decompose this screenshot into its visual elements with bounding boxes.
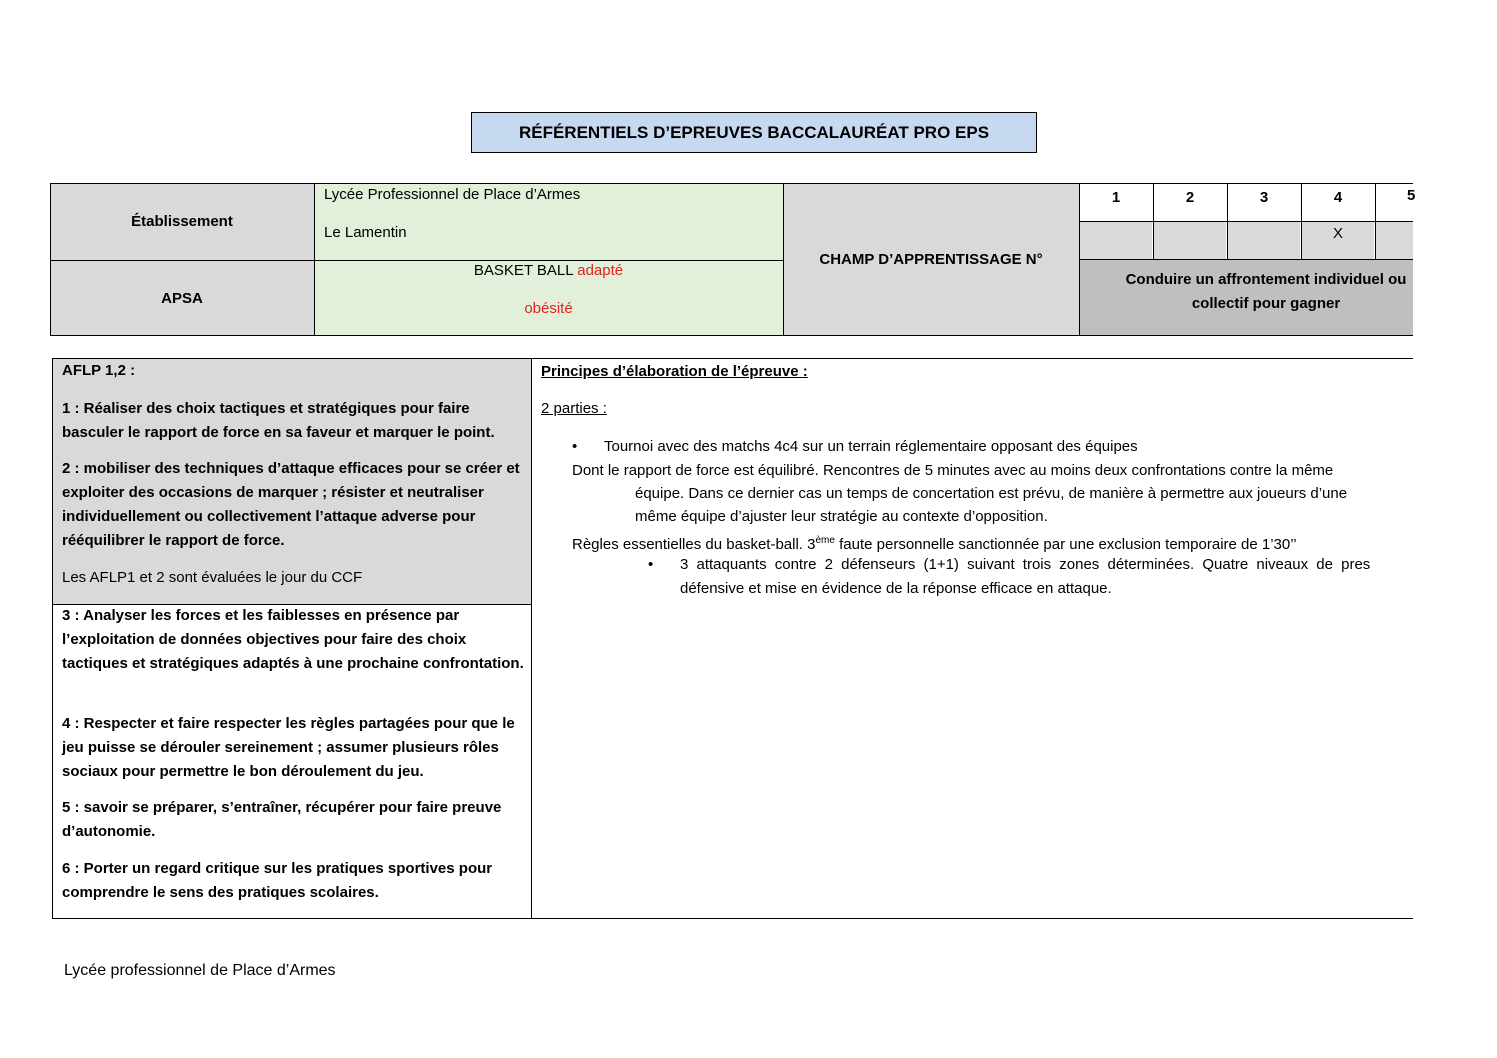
rules-superscript: ème <box>815 535 835 546</box>
aflp-heading: AFLP 1,2 : <box>62 362 136 379</box>
principes-line-3: équipe. Dans ce dernier cas un temps de concertation est prévu, de manière à permettre aux joueurs d’une <box>635 485 1348 502</box>
bullet-1-text: Tournoi avec des matchs 4c4 sur un terrain réglementaire opposant des équipes <box>604 438 1138 455</box>
aflp-item-5: 5 : savoir se préparer, s’entraîner, récupérer pour faire preuve d’autonomie. <box>62 799 502 840</box>
apsa-adapted: adapté <box>577 262 624 279</box>
aflp-item-2: 2 : mobiliser des techniques d’attaque efficaces pour se créer et exploiter des occasions de marquer ; résister et neutraliser individuellement ou collectivement l’attaque adverse pour rééquilibrer le rapport de force. <box>62 460 520 549</box>
aflp-item-1: 1 : Réaliser des choix tactiques et stratégiques pour faire basculer le rapport de force en sa faveur et marquer le point. <box>62 400 495 441</box>
champ-label-cell <box>783 183 1079 336</box>
rules-text-end: faute personnelle sanctionnée par une exclusion temporaire de 1’30’’ <box>834 536 1297 553</box>
bullet-dot-2: • <box>648 556 654 573</box>
champ-mark-2 <box>1154 222 1226 259</box>
page-title: RÉFÉRENTIELS D’EPREUVES BACCALAURÉAT PRO EPS <box>471 112 1037 153</box>
principes-line-2: Dont le rapport de force est équilibré. Rencontres de 5 minutes avec au moins deux confrontations contre la même <box>572 462 1334 479</box>
champ-description: Conduire un affrontement individuel ou collectif pour gagner <box>1125 271 1407 312</box>
apsa-label: APSA <box>161 289 203 307</box>
aflp-note: Les AFLP1 et 2 sont évaluées le jour du CCF <box>62 569 363 586</box>
etablissement-label-cell <box>50 183 314 260</box>
etablissement-line1: Lycée Professionnel de Place d’Armes <box>324 186 581 203</box>
bullet-dot-1: • <box>572 438 578 455</box>
bullet-2-text: 3 attaquants contre 2 défenseurs (1+1) suivant trois zones déterminées. Quatre niveaux de pres <box>680 556 1371 573</box>
champ-number-3: 3 <box>1259 188 1269 206</box>
etablissement-line2: Le Lamentin <box>324 224 407 241</box>
apsa-condition: obésité <box>524 300 573 317</box>
apsa-value-cell <box>314 260 783 336</box>
aflp-item-6: 6 : Porter un regard critique sur les pratiques sportives pour comprendre le sens des pratiques scolaires. <box>62 860 493 901</box>
champ-number-5: 5 <box>1407 187 1416 204</box>
champ-number-2: 2 <box>1185 188 1195 206</box>
footer-text: Lycée professionnel de Place d’Armes <box>64 962 336 979</box>
principes-heading: Principes d’élaboration de l’épreuve : <box>541 363 808 380</box>
rules-text-start: Règles essentielles du basket-ball. 3 <box>572 536 816 553</box>
champ-label: CHAMP D’APPRENTISSAGE N° <box>819 251 1043 268</box>
champ-mark-1 <box>1080 222 1152 259</box>
principes-line-4: même équipe d’ajuster leur stratégie au contexte d’opposition. <box>635 508 1048 525</box>
champ-number-4: 4 <box>1333 188 1343 206</box>
apsa-label-cell <box>50 260 314 336</box>
bullet-2-continuation: défensive et mise en évidence de la réponse efficace en attaque. <box>680 580 1112 597</box>
etablissement-label: Établissement <box>131 213 233 230</box>
champ-description-cell <box>1080 260 1413 336</box>
parties-label: 2 parties : <box>541 400 607 417</box>
bullet-2 <box>648 553 1413 577</box>
champ-mark-3 <box>1228 222 1300 259</box>
aflp-item-4: 4 : Respecter et faire respecter les règles partagées pour que le jeu puisse se dérouler sereinement ; assumer plusieurs rôles sociaux pour permettre le bon déroulement du jeu. <box>62 715 515 780</box>
champ-mark-5 <box>1376 222 1413 259</box>
bullet-1 <box>572 435 1138 459</box>
champ-number-1: 1 <box>1111 188 1121 206</box>
champ-mark-4: X <box>1302 222 1374 245</box>
aflp-item-3: 3 : Analyser les forces et les faiblesses en présence par l’exploitation de données objectives pour faire des choix tactiques et stratégiques adaptés à une prochaine confrontation. <box>62 607 524 672</box>
etablissement-value-cell <box>314 183 783 260</box>
apsa-sport: BASKET BALL <box>473 262 574 279</box>
